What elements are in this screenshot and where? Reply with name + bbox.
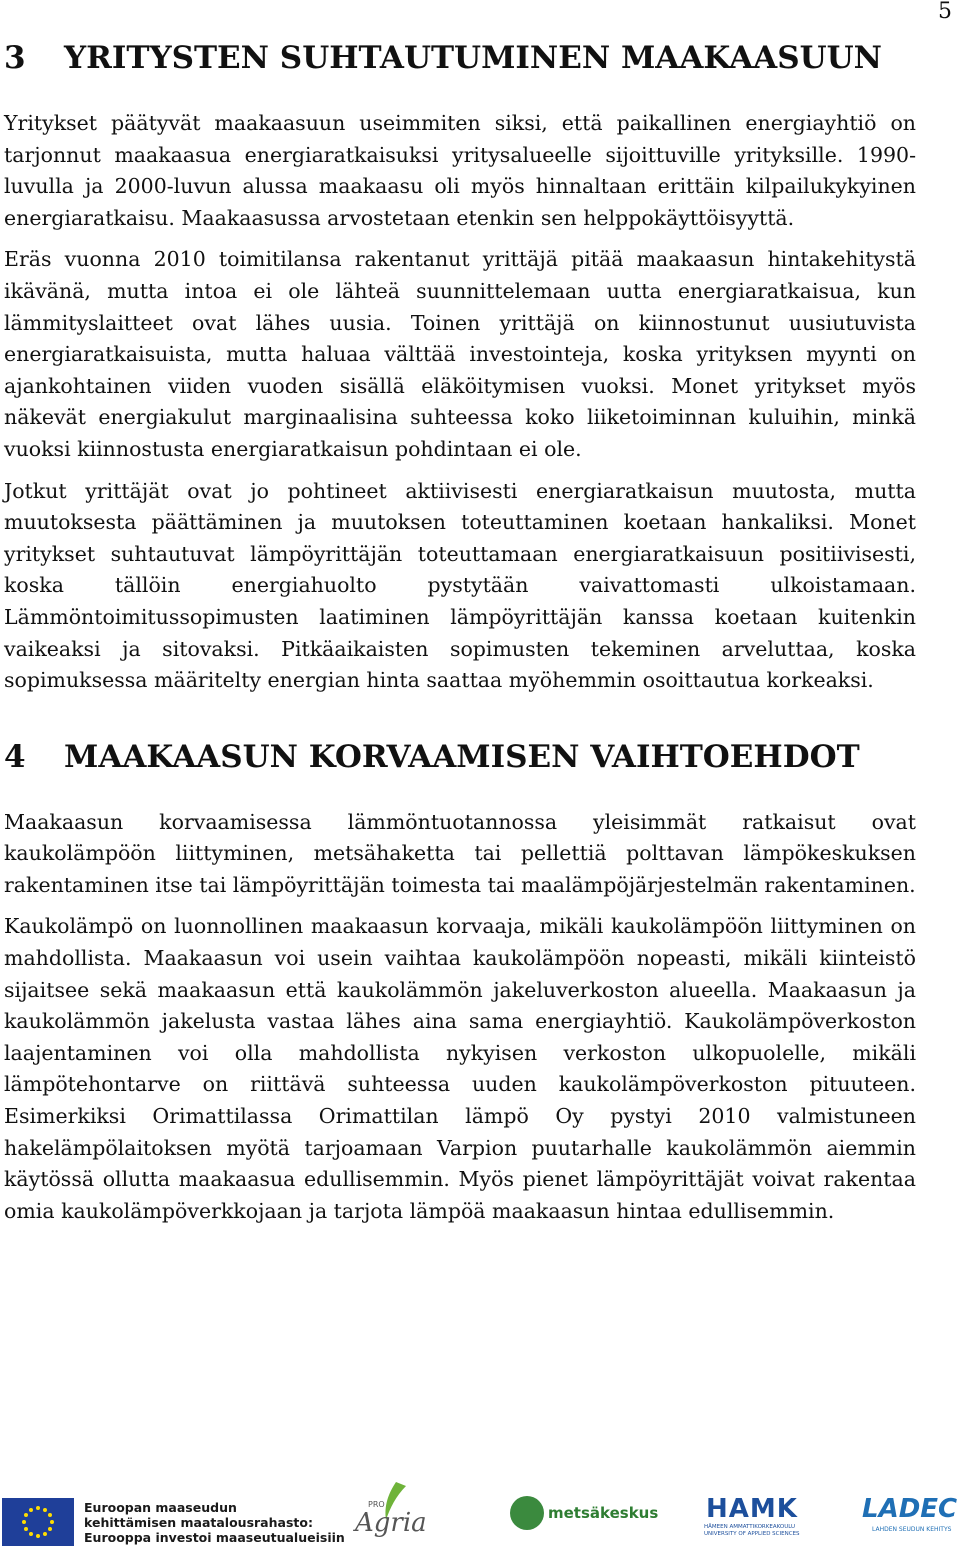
section-number: 3	[4, 40, 26, 76]
section-title: MAAKAASUN KORVAAMISEN VAIHTOEHDOT	[64, 738, 860, 775]
metsakeskus-logo-icon	[510, 1496, 544, 1530]
eu-line: Euroopan maaseudun	[84, 1500, 237, 1515]
footer-logos	[0, 1480, 960, 1550]
paragraph: Eräs vuonna 2010 toimitilansa rakentanut yrittäjä pitää maakaasun hintakehitystä ikävänä, mutta intoa ei ole lähteä suunnittelemaan uutta energiaratkaisua, kun lämmityslaitteet ovat lähes uusia. Toinen yrittäjä on kiinnostunut uusiutuvista energiaratkaisuista, mutta haluaa välttää investointeja, koska yrityksen myynti on ajankohtainen viiden vuoden sisällä eläköitymisen vuoksi. Monet yritykset myös näkevät energiakulut marginaalisina suhteessa koko liiketoiminnan kuluihin, minkä vuoksi kiinnostusta energiaratkaisun pohdintaan ei ole.	[4, 247, 916, 461]
proagria-word: Agria	[355, 1508, 427, 1538]
hamk-subtitle	[704, 1524, 800, 1538]
paragraph: Yritykset päätyvät maakaasuun useimmiten siksi, että paikallinen energiayhtiö on tarjonnut maakaasua energiaratkaisuksi yritysalueelle sijoittuville yrityksille. 1990-luvulla ja 2000-luvun alussa maakaasu oli myös hinnaltaan erittäin kilpailukykyinen energiaratkaisu. Maakaasussa arvostetaan etenkin sen helppokäyttöisyyttä.	[4, 111, 916, 230]
metsakeskus-text: metsäkeskus	[548, 1504, 659, 1522]
paragraph: Jotkut yrittäjät ovat jo pohtineet aktiivisesti energiaratkaisun muutosta, mutta muutoksesta päättäminen ja muutoksen toteuttaminen koetaan hankaliksi. Monet yritykset suhtautuvat lämpöyrittäjän toteuttamaan energiaratkaisuun positiivisesti, koska tällöin energiahuolto pystytään vaivattomasti ulkoistamaan. Lämmöntoimitussopimusten laatiminen lämpöyrittäjän kanssa koetaan kuitenkin vaikeaksi ja sitovaksi. Pitkäaikaisten sopimusten tekeminen arveluttaa, koska sopimuksessa määritelty energian hinta saattaa myöhemmin osoittautua korkeaksi.	[4, 478, 916, 693]
hamk-sub-line: UNIVERSITY OF APPLIED SCIENCES	[704, 1531, 800, 1537]
section-title: YRITYSTEN SUHTAUTUMINEN MAAKAASUUN	[64, 40, 882, 76]
paragraph: Kaukolämpö on luonnollinen maakaasun korvaaja, mikäli kaukolämpöön liittyminen on mahdollista. Maakaasun voi usein vaihtaa kaukolämpöön nopeasti, mikäli kiinteistö sijaitsee sekä maakaasun että kaukolämmön jakeluverkoston alueella. Maakaasun ja kaukolämmön jakelusta vastaa lähes aina sama energiayhtiö. Kaukolämpöverkoston laajentaminen voi olla mahdollista nykyisen verkoston ulkopuolelle, mikäli lämpötehontarve on riittävä suhteessa uuden kaukolämpöverkoston pituuteen. Esimerkiksi Orimattilassa Orimattilan lämpö Oy pystyi 2010 valmistuneen hakelämpölaitoksen myötä tarjoamaan Varpion puutarhalle kaukolämmön aiemmin käytössä ollutta maakaasua edullisemmin. Myös pienet lämpöyrittäjät voivat rakentaa omia kaukolämpöverkkojaan ja tarjota lämpöä maakaasun hintaa edullisemmin.	[4, 914, 916, 1223]
document-body	[4, 34, 916, 1227]
page-number: 5	[938, 0, 952, 24]
hamk-logo: HAMK	[706, 1494, 798, 1524]
section-heading-3	[4, 34, 916, 82]
eu-fund-text	[84, 1500, 345, 1545]
eu-line: kehittämisen maatalousrahasto:	[84, 1515, 313, 1530]
ladec-logo: LADEC	[862, 1494, 958, 1524]
hamk-sub-line: HÄMEEN AMMATTIKORKEAKOULU	[704, 1524, 796, 1530]
section-number: 4	[4, 738, 26, 775]
section-heading-4	[4, 733, 916, 781]
proagria-small-text: PRO	[368, 1500, 385, 1509]
eu-flag-icon	[2, 1498, 74, 1546]
ladec-subtitle: LAHDEN SEUDUN KEHITYS	[872, 1526, 952, 1533]
eu-line: Eurooppa investoi maaseutualueisiin	[84, 1530, 345, 1545]
paragraph: Maakaasun korvaamisessa lämmöntuotannossa yleisimmät ratkaisut ovat kaukolämpöön liittyminen, metsähaketta tai pellettiä polttavan lämpökeskuksen rakentaminen itse tai lämpöyrittäjän toimesta tai maalämpöjärjestelmän rakentaminen.	[4, 809, 916, 897]
